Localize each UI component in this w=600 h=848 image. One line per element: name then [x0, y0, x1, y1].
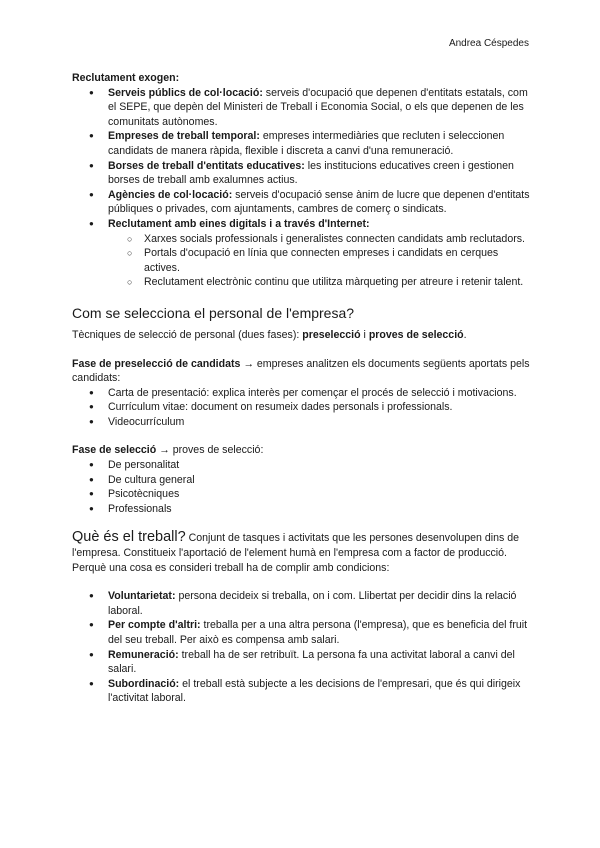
preseleccio-list: [72, 386, 534, 430]
heading-treball: Què és el treball?: [72, 529, 186, 546]
seleccio-list: [72, 458, 534, 516]
document-body: [72, 71, 534, 706]
list-item: ● Psicotècniques: [72, 487, 534, 502]
sub-list-item: ○ Xarxes socials professionals i generalistes connecten candidats amb reclutadors.: [72, 232, 534, 247]
exogen-list: [72, 86, 534, 290]
list-item: ● De personalitat: [72, 458, 534, 473]
list-item: ● Agències de col·locació: serveis d'ocupació sense ànim de lucre que depenen d'entitats públiques o privades, com ajuntaments, cambres de comerç o sindicats.: [72, 188, 534, 217]
heading-seleccio: Com se selecciona el personal de l'empresa?: [72, 304, 355, 321]
list-item: ● Empreses de treball temporal: empreses intermediàries que recluten i seleccionen candidats de manera ràpida, flexible i discreta a canvi d'una remuneració.: [72, 129, 534, 158]
preseleccio-title: Fase de preselecció de candidats → empreses analitzen els documents següents aportats pels candidats:: [72, 357, 530, 385]
list-item: ● Per compte d'altri: treballa per a una altra persona (l'empresa), que es beneficia del fruit del seu treball. Per això es compensa amb salari.: [72, 618, 534, 647]
treball-paragraph: Què és el treball? Conjunt de tasques i activitats que les persones desenvolupen dins de l'empresa. Constitueix l'aportació de l'element humà en l'empresa com a factor de producció. Perquè una cosa es consideri treball ha de complir amb condicions:: [72, 529, 519, 574]
list-item: ● Remuneració: treball ha de ser retribuït. La persona fa una activitat laboral a canvi del salari.: [72, 648, 534, 677]
sub-list-item: ○ Reclutament electrònic continu que utilitza màrqueting per atreure i retenir talent.: [72, 275, 534, 290]
list-item: ● Borses de treball d'entitats educatives: les institucions educatives creen i gestionen borses de treball amb exalumnes actius.: [72, 159, 534, 188]
author-name: Andrea Céspedes: [448, 38, 529, 49]
section-title-exogen: Reclutament exogen:: [72, 72, 180, 84]
list-item: ● De cultura general: [72, 473, 534, 488]
digital-sublist: [108, 232, 534, 290]
list-item: ● Professionals: [72, 502, 534, 517]
list-item: ● Serveis públics de col·locació: serveis d'ocupació que depenen d'entitats estatals, com el SEPE, que depèn del Ministeri de Treball i Economia Social, o els que depenen de les comunitats autònomes.: [72, 86, 534, 130]
seleccio-phase-title: Fase de selecció → proves de selecció:: [72, 444, 264, 457]
treball-list: [72, 589, 534, 706]
seleccio-intro: Tècniques de selecció de personal (dues fases): preselecció i proves de selecció.: [72, 328, 467, 341]
list-item: ● Reclutament amb eines digitals i a través d'Internet: ○ Xarxes socials professionals i generalistes connecten candidats amb reclutadors. ○ Portals d'ocupació en línia que connecten empreses i candidats en cerques actives. ○ Reclutament electrònic continu que utilitza màrqueting per atreure i retenir talent.: [72, 217, 534, 290]
list-item: ● Carta de presentació: explica interès per començar el procés de selecció i motivacions.: [72, 386, 534, 401]
list-item: ● Videocurrículum: [72, 415, 534, 430]
list-item: ● Currículum vitae: document on resumeix dades personals i professionals.: [72, 400, 534, 415]
sub-list-item: ○ Portals d'ocupació en línia que connecten empreses i candidats en cerques actives.: [72, 246, 534, 275]
list-item: ● Subordinació: el treball està subjecte a les decisions de l'empresari, que és qui dirigeix l'activitat laboral.: [72, 677, 534, 706]
list-item: ● Voluntarietat: persona decideix si treballa, on i com. Llibertat per decidir dins la relació laboral.: [72, 589, 534, 618]
